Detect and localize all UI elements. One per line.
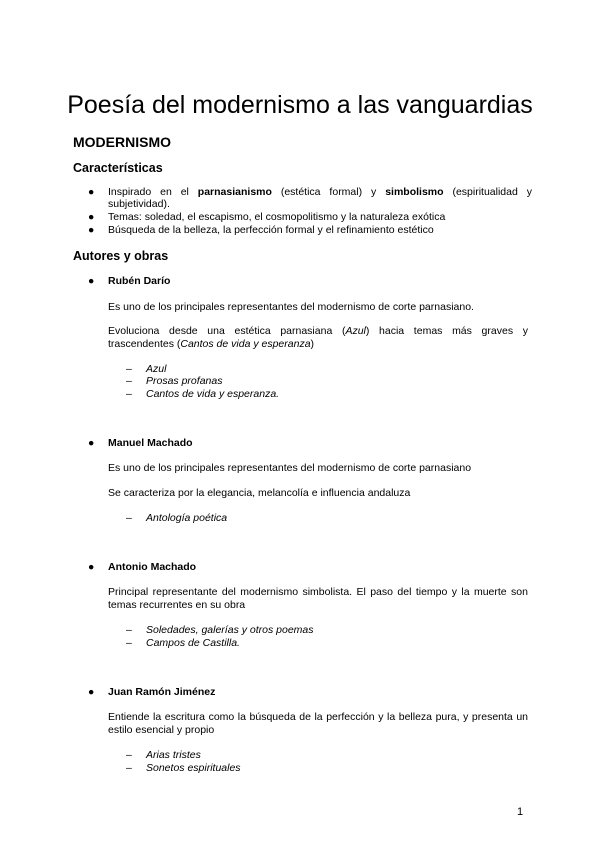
characteristic-text: Temas: soledad, el escapismo, el cosmopolitismo y la naturaleza exótica — [108, 211, 446, 223]
heading-autores-obras: Autores y obras — [73, 249, 169, 263]
author-antonio-machado — [88, 561, 197, 574]
author-paragraph: Es uno de los principales representantes del modernismo de corte parnasiano. — [108, 301, 474, 313]
author-name: Juan Ramón Jiménez — [108, 686, 216, 698]
work-item — [126, 624, 314, 637]
author-paragraph: Es uno de los principales representantes del modernismo de corte parnasiano — [108, 462, 472, 474]
dash-icon: – — [126, 363, 132, 375]
work-title: Cantos de vida y esperanza. — [146, 388, 280, 400]
bold-parnasianismo: parnasianismo — [197, 186, 272, 198]
dash-icon: – — [126, 375, 132, 387]
work-item — [126, 512, 227, 525]
characteristic-item-2 — [88, 211, 532, 223]
work-title: Arias tristes — [146, 749, 201, 761]
work-item — [126, 762, 241, 775]
italic-title: Cantos de vida y esperanza — [180, 338, 311, 350]
work-title: Soledades, galerías y otros poemas — [146, 624, 314, 636]
characteristic-item-3 — [88, 224, 532, 236]
author-paragraph — [108, 325, 528, 351]
bold-simbolismo: simbolismo — [385, 186, 444, 198]
text-run: Evoluciona desde una estética parnasiana ( — [108, 325, 346, 337]
bullet-icon: ● — [88, 686, 95, 698]
work-item — [126, 375, 222, 388]
author-paragraph: Principal representante del modernismo simbolista. El paso del tiempo y la muerte son temas recurrentes en su obra — [108, 586, 528, 611]
section-heading-modernismo: MODERNISMO — [73, 134, 171, 150]
dash-icon: – — [126, 762, 132, 774]
author-name: Manuel Machado — [108, 437, 193, 449]
bullet-icon: ● — [88, 561, 95, 573]
page-number: 1 — [517, 806, 524, 818]
bullet-icon: ● — [88, 275, 95, 287]
work-item — [126, 637, 240, 650]
dash-icon: – — [126, 749, 132, 761]
author-name: Antonio Machado — [108, 561, 197, 573]
dash-icon: – — [126, 624, 132, 636]
bullet-icon: ● — [88, 437, 95, 449]
work-title: Antología poética — [146, 512, 228, 524]
text-run: ) — [310, 338, 315, 350]
author-juan-ramon-jimenez — [88, 686, 216, 699]
author-paragraph: Se caracteriza por la elegancia, melancolía e influencia andaluza — [108, 487, 411, 499]
work-title: Campos de Castilla. — [146, 637, 240, 649]
text-run: Inspirado en el — [108, 186, 198, 198]
heading-caracteristicas: Características — [73, 161, 163, 175]
author-name: Rubén Darío — [108, 275, 171, 287]
dash-icon: – — [126, 512, 132, 524]
characteristic-text: Búsqueda de la belleza, la perfección formal y el refinamiento estético — [108, 224, 434, 236]
bullet-icon: ● — [88, 186, 95, 198]
work-title: Prosas profanas — [146, 375, 223, 387]
author-manuel-machado — [88, 437, 193, 450]
text-run: (estética formal) y — [271, 186, 386, 198]
characteristic-item-1 — [88, 186, 532, 210]
work-item — [126, 749, 201, 762]
work-item — [126, 388, 279, 401]
document-title: Poesía del modernismo a las vanguardias — [67, 91, 533, 119]
bullet-icon: ● — [88, 224, 95, 236]
text-run: ) hacia temas más graves y trascendentes ( — [108, 325, 528, 350]
italic-title: Azul — [345, 325, 366, 337]
author-paragraph: Entiende la escritura como la búsqueda de la perfección y la belleza pura, y presenta un estilo esencial y propio — [108, 711, 528, 736]
bullet-icon: ● — [88, 211, 95, 223]
author-ruben-dario — [88, 275, 171, 288]
work-title: Azul — [146, 363, 167, 375]
dash-icon: – — [126, 388, 132, 400]
work-title: Sonetos espirituales — [146, 762, 241, 774]
dash-icon: – — [126, 637, 132, 649]
text-run: (espiritualidad y subjetividad). — [108, 186, 532, 210]
